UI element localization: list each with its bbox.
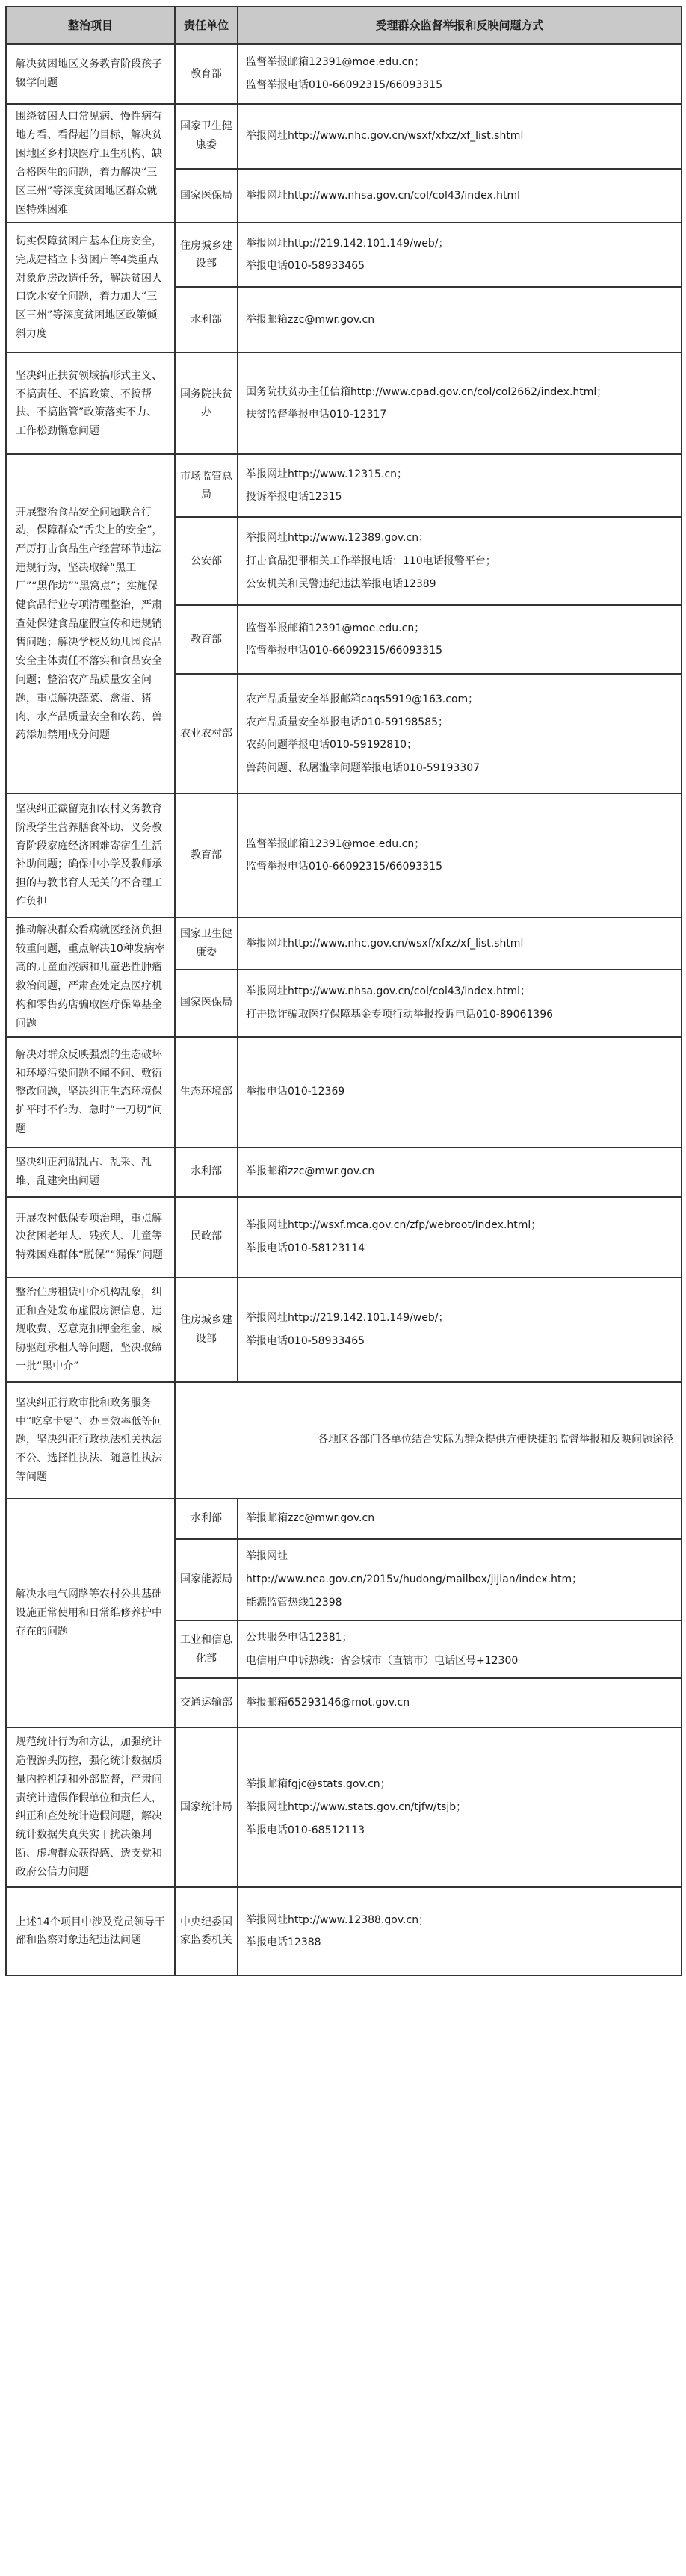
responsible-unit-cell: 民政部 — [175, 1197, 238, 1278]
header-method: 受理群众监督举报和反映问题方式 — [238, 7, 682, 44]
report-method-line: 打击食品犯罪相关工作举报电话：110电话报警平台； — [246, 554, 496, 567]
responsible-unit-cell: 中央纪委国家监委机关 — [175, 1887, 238, 1975]
regulation-table-page — [5, 6, 681, 1976]
report-method-line: 举报网址http://www.nhsa.gov.cn/col/col43/index.html — [246, 189, 521, 202]
project-cell: 坚决纠正行政审批和政务服务中“吃拿卡要”、办事效率低等问题，坚决纠正行政执法机关执法不公、选择性执法、随意性执法等问题 — [6, 1382, 175, 1499]
responsible-unit-cell: 公安部 — [175, 517, 238, 605]
project-cell: 解决贫困地区义务教育阶段孩子辍学问题 — [6, 44, 175, 104]
report-method-cell — [238, 605, 682, 674]
table-row — [6, 353, 682, 454]
table-row — [6, 104, 682, 169]
table-row — [6, 1197, 682, 1278]
table-row — [6, 1382, 682, 1499]
project-cell: 坚决纠正截留克扣农村义务教育阶段学生营养膳食补助、义务教育阶段家庭经济困难寄宿生生活补助问题；确保中小学及教师承担的与教书育人无关的不合理工作负担 — [6, 793, 175, 917]
report-method-line: 公共服务电话12381； — [246, 1631, 353, 1644]
table-row — [6, 917, 682, 969]
responsible-unit-cell: 工业和信息化部 — [175, 1620, 238, 1679]
report-method-cell — [238, 1148, 682, 1197]
report-method-line: 举报网址http://www.stats.gov.cn/tjfw/tsjb； — [246, 1801, 467, 1813]
report-method-line: 监督举报邮箱12391@moe.edu.cn； — [246, 56, 425, 69]
report-method-line: 举报网址http://www.12389.gov.cn； — [246, 532, 430, 545]
report-method-line: 国务院扶贫办主任信箱http://www.cpad.gov.cn/col/col2662/index.html； — [246, 386, 608, 398]
report-method-line: 举报邮箱65293146@mot.gov.cn — [246, 1696, 410, 1709]
report-method-line: 举报电话010-58933465 — [246, 260, 365, 273]
report-method-line: 农产品质量安全举报邮箱caqs5919@163.com； — [246, 693, 479, 705]
table-row — [6, 454, 682, 517]
report-method-cell — [175, 1382, 682, 1499]
report-method-line: 举报电话12388 — [246, 1936, 321, 1949]
project-cell: 坚决纠正河湖乱占、乱采、乱堆、乱建突出问题 — [6, 1148, 175, 1197]
table-header-row — [6, 7, 682, 44]
report-method-cell — [238, 287, 682, 353]
table-row — [6, 793, 682, 917]
report-method-line: 农产品质量安全举报电话010-59198585； — [246, 716, 449, 728]
table-row — [6, 1278, 682, 1382]
supervision-report-table — [5, 6, 682, 1976]
table-row — [6, 1037, 682, 1148]
report-method-line: 打击欺诈骗取医疗保障基金专项行动举报投诉电话010-89061396 — [246, 1008, 554, 1021]
responsible-unit-cell: 农业农村部 — [175, 674, 238, 793]
report-method-line: http://www.nea.gov.cn/2015v/hudong/mailbox/jijian/index.htm； — [246, 1573, 583, 1585]
responsible-unit-cell: 国家统计局 — [175, 1727, 238, 1887]
report-method-line: 举报网址http://www.nhc.gov.cn/wsxf/xfxz/xf_list.shtml — [246, 129, 524, 142]
report-method-line: 举报电话010-58933465 — [246, 1334, 365, 1347]
report-method-line: 农药问题举报电话010-59192810； — [246, 739, 418, 752]
responsible-unit-cell: 国家卫生健康委 — [175, 917, 238, 969]
report-method-line: 兽药问题、私屠滥宰问题举报电话010-59193307 — [246, 762, 480, 775]
responsible-unit-cell: 教育部 — [175, 793, 238, 917]
report-method-line: 举报网址http://wsxf.mca.gov.cn/zfp/webroot/index.html； — [246, 1219, 542, 1231]
responsible-unit-cell: 国务院扶贫办 — [175, 353, 238, 454]
project-cell: 上述14个项目中涉及党员领导干部和监察对象违纪违法问题 — [6, 1887, 175, 1975]
project-cell: 切实保障贫困户基本住房安全，完成建档立卡贫困户等4类重点对象危房改造任务，解决贫困人口饮水安全问题，着力加大“三区三州”等深度贫困地区政策倾斜力度 — [6, 223, 175, 353]
report-method-line: 举报电话010-12369 — [246, 1086, 345, 1098]
project-cell: 推动解决群众看病就医经济负担较重问题，重点解决10种发病率高的儿童血液病和儿童恶性肿瘤救治问题，严肃查处定点医疗机构和零售药店骗取医疗保障基金问题 — [6, 917, 175, 1036]
report-method-cell — [238, 223, 682, 287]
responsible-unit-cell: 水利部 — [175, 287, 238, 353]
responsible-unit-cell: 教育部 — [175, 44, 238, 104]
report-method-line: 举报网址http://219.142.101.149/web/； — [246, 1311, 449, 1324]
report-method-line: 监督举报邮箱12391@moe.edu.cn； — [246, 622, 425, 634]
report-method-cell — [238, 1499, 682, 1539]
report-method-cell — [238, 44, 682, 104]
table-row — [6, 44, 682, 104]
report-method-cell — [238, 1678, 682, 1727]
report-method-cell — [238, 970, 682, 1037]
report-method-cell — [238, 1197, 682, 1278]
report-method-line: 举报网址http://www.12388.gov.cn； — [246, 1913, 430, 1926]
report-method-cell — [238, 517, 682, 605]
responsible-unit-cell: 生态环境部 — [175, 1037, 238, 1148]
report-method-cell — [238, 674, 682, 793]
responsible-unit-cell: 国家卫生健康委 — [175, 104, 238, 169]
project-cell: 开展农村低保专项治理，重点解决贫困老年人、残疾人、儿童等特殊困难群体“脱保”“漏保”问题 — [6, 1197, 175, 1278]
table-row — [6, 1887, 682, 1975]
report-method-line: 扶贫监督举报电话010-12317 — [246, 409, 387, 421]
project-cell: 规范统计行为和方法，加强统计造假源头防控，强化统计数据质量内控机制和外部监督，严肃问责统计造假作假单位和责任人，纠正和查处统计造假问题，解决统计数据失真失实干扰决策判断、虚增群众获得感、透支党和政府公信力问题 — [6, 1727, 175, 1887]
report-method-cell — [238, 1887, 682, 1975]
report-method-line: 举报邮箱zzc@mwr.gov.cn — [246, 1512, 375, 1525]
report-method-line: 电信用户申诉热线：省会城市（直辖市）电话区号+12300 — [246, 1654, 519, 1667]
report-method-line: 举报网址http://www.12315.cn； — [246, 468, 407, 480]
report-method-line: 能源监管热线12398 — [246, 1596, 342, 1609]
responsible-unit-cell: 住房城乡建设部 — [175, 223, 238, 287]
report-method-line: 监督举报电话010-66092315/66093315 — [246, 645, 443, 657]
report-method-cell — [238, 1539, 682, 1620]
responsible-unit-cell: 国家医保局 — [175, 970, 238, 1037]
table-row — [6, 223, 682, 287]
report-method-line: 举报电话010-68512113 — [246, 1824, 365, 1836]
project-cell: 围绕贫困人口常见病、慢性病有地方看、看得起的目标，解决贫困地区乡村缺医疗卫生机构、缺合格医生的问题，着力解决“三区三州”等深度贫困地区群众就医特殊困难 — [6, 104, 175, 223]
report-method-cell — [238, 1037, 682, 1148]
report-method-line: 举报网址http://219.142.101.149/web/； — [246, 237, 449, 250]
report-method-line: 举报邮箱zzc@mwr.gov.cn — [246, 1165, 375, 1178]
report-method-cell — [238, 104, 682, 169]
responsible-unit-cell: 国家医保局 — [175, 169, 238, 223]
responsible-unit-cell: 国家能源局 — [175, 1539, 238, 1620]
report-method-line: 公安机关和民警违纪违法举报电话12389 — [246, 578, 436, 590]
responsible-unit-cell: 住房城乡建设部 — [175, 1278, 238, 1382]
report-method-line: 监督举报邮箱12391@moe.edu.cn； — [246, 837, 425, 850]
report-method-line: 举报网址http://www.nhc.gov.cn/wsxf/xfxz/xf_list.shtml — [246, 937, 524, 950]
report-method-cell — [238, 1278, 682, 1382]
header-item: 整治项目 — [6, 7, 175, 44]
report-method-line: 举报邮箱fgjc@stats.gov.cn； — [246, 1778, 391, 1791]
table-row — [6, 1727, 682, 1887]
responsible-unit-cell: 教育部 — [175, 605, 238, 674]
responsible-unit-cell: 市场监管总局 — [175, 454, 238, 517]
report-method-line: 举报邮箱zzc@mwr.gov.cn — [246, 313, 375, 326]
report-method-line: 监督举报电话010-66092315/66093315 — [246, 79, 443, 91]
project-cell: 解决对群众反映强烈的生态破坏和环境污染问题不闻不问、敷衍整改问题，坚决纠正生态环境保护平时不作为、急时“一刀切”问题 — [6, 1037, 175, 1148]
report-method-line: 举报网址http://www.nhsa.gov.cn/col/col43/index.html； — [246, 985, 531, 997]
responsible-unit-cell: 水利部 — [175, 1148, 238, 1197]
report-method-cell — [238, 454, 682, 517]
responsible-unit-cell: 水利部 — [175, 1499, 238, 1539]
report-method-line: 监督举报电话010-66092315/66093315 — [246, 861, 443, 873]
report-method-cell — [238, 917, 682, 969]
table-row — [6, 1148, 682, 1197]
report-method-line: 各地区各部门各单位结合实际为群众提供方便快捷的监督举报和反映问题途径 — [318, 1434, 673, 1446]
project-cell: 开展整治食品安全问题联合行动，保障群众“舌尖上的安全”，严厉打击食品生产经营环节违法违规行为，坚决取缔“黑工厂”“黑作坊”“黑窝点”；实施保健食品行业专项清理整治，严肃查处保健食品虚假宣传和违规销售问题；解决学校及幼儿园食品安全主体责任不落实和食品安全问题；整治农产品质量安全问题，重点解决蔬菜、禽蛋、猪肉、水产品质量安全和农药、兽药添加禁用成分问题 — [6, 454, 175, 793]
report-method-line: 举报网址 — [246, 1549, 288, 1562]
project-cell: 整治住房租赁中介机构乱象，纠正和查处发布虚假房源信息、违规收费、恶意克扣押金租金、威胁驱赶承租人等问题，坚决取缔一批“黑中介” — [6, 1278, 175, 1382]
table-row — [6, 1499, 682, 1539]
report-method-cell — [238, 793, 682, 917]
report-method-cell — [238, 1620, 682, 1679]
report-method-cell — [238, 169, 682, 223]
header-unit: 责任单位 — [175, 7, 238, 44]
responsible-unit-cell: 交通运输部 — [175, 1678, 238, 1727]
report-method-line: 投诉举报电话12315 — [246, 491, 342, 504]
report-method-cell — [238, 1727, 682, 1887]
report-method-cell — [238, 353, 682, 454]
project-cell: 坚决纠正扶贫领域搞形式主义、不搞责任、不搞政策、不搞帮扶、不搞监管”政策落实不力、工作松劲懈怠问题 — [6, 353, 175, 454]
report-method-line: 举报电话010-58123114 — [246, 1242, 365, 1254]
project-cell: 解决水电气网路等农村公共基础设施正常使用和日常维修养护中存在的问题 — [6, 1499, 175, 1728]
